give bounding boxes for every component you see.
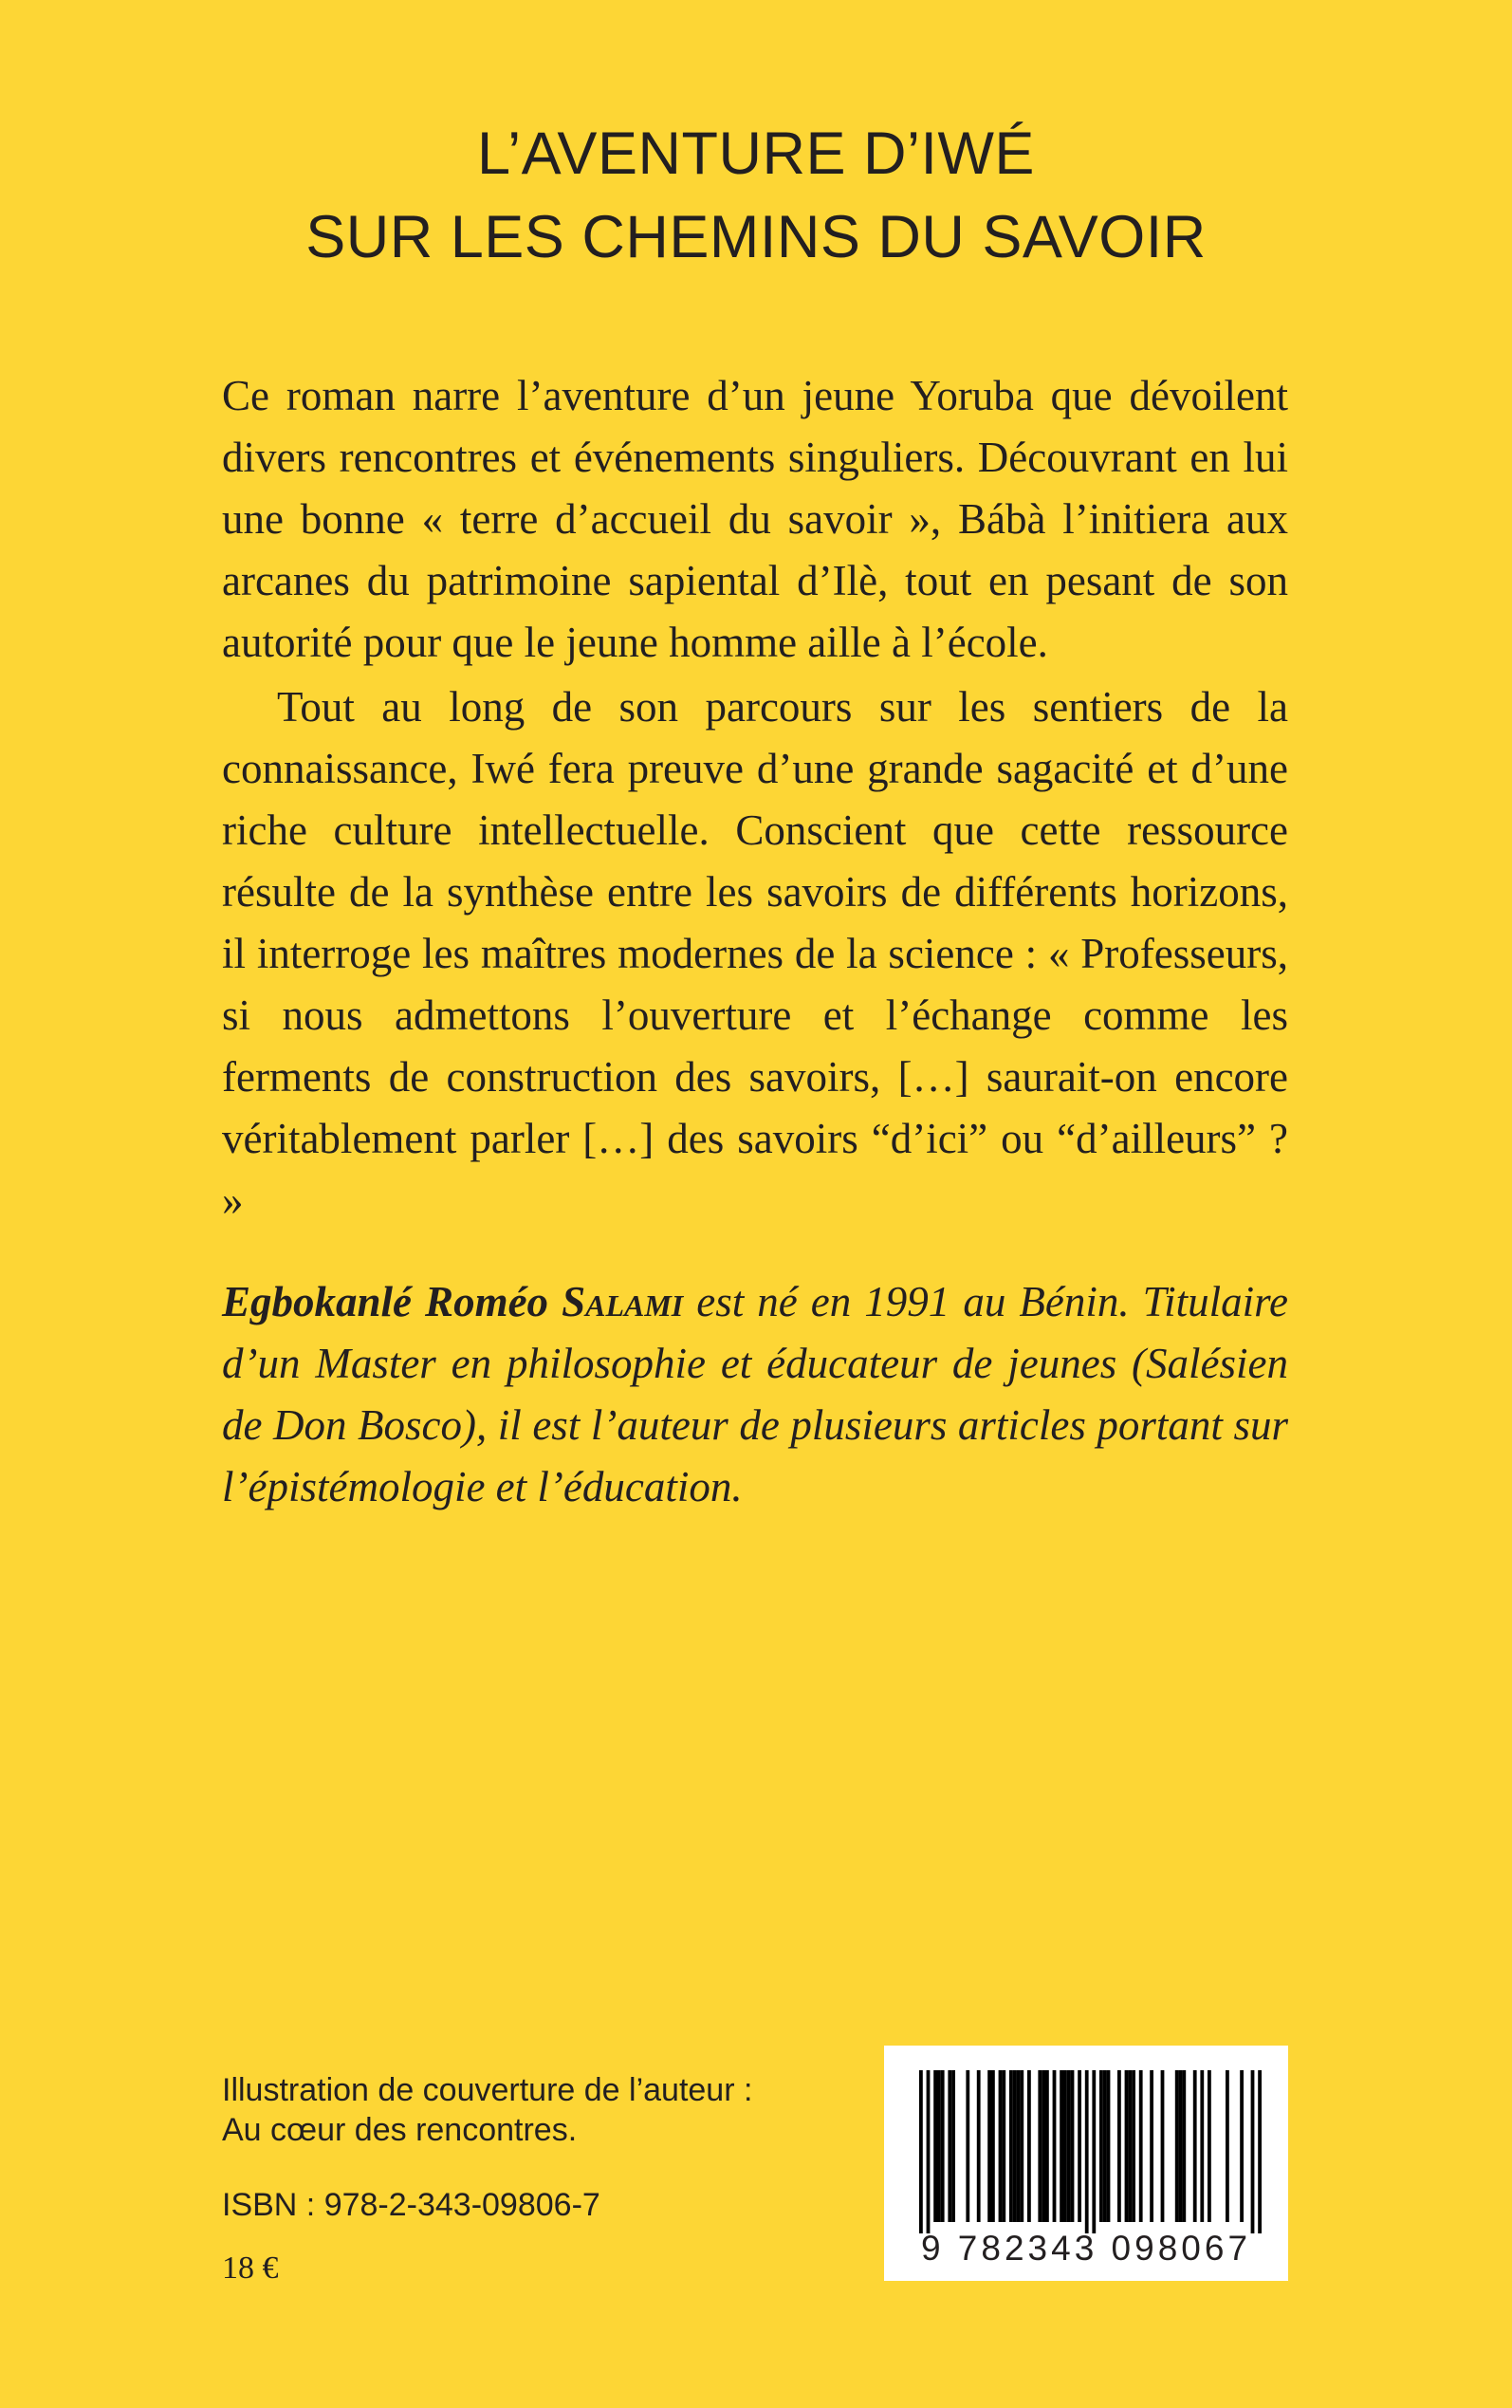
barcode-bar [1117,2070,1121,2222]
synopsis [222,365,1288,1232]
barcode-bar [1240,2070,1244,2222]
barcode-bar [1060,2070,1063,2222]
synopsis-paragraph-2: Tout au long de son parcours sur les sentiers de la connaissance, Iwé fera preuve d’une grande sagacité et d’une riche culture intellectuelle. Conscient que cette ressource résulte de la synthèse entre les savoirs de différents horizons, il interroge les maîtres modernes de la science : « Professeurs, si nous admettons l’ouverture et l’échange comme les ferments de construction des savoirs, […] saurait-on encore véritablement parler […] des savoirs “d’ici” ou “d’ailleurs” ? » [222,683,1288,1224]
barcode-bar [1175,2070,1179,2222]
barcode-bar [977,2070,981,2222]
barcode-bar [966,2070,969,2222]
author-given-name: Egbokanlé Roméo [222,1278,549,1325]
barcode [884,2046,1288,2281]
barcode-bar [1251,2070,1255,2233]
barcode-bar [1017,2070,1021,2222]
barcode-bar [1193,2070,1197,2222]
barcode-bar [991,2070,995,2222]
barcode-bar [1020,2070,1023,2222]
barcode-bar [1092,2070,1096,2233]
barcode-bar [1067,2070,1071,2222]
barcode-bar [1071,2070,1075,2222]
credits-line-1: Illustration de couverture de l’auteur : [222,2072,753,2108]
barcode-bar [1027,2070,1031,2222]
barcode-bar [1150,2070,1153,2222]
barcode-bar [1045,2070,1049,2222]
author-family-name: Salami [562,1278,684,1325]
barcode-bar [1258,2070,1262,2233]
author-bio [222,1271,1288,1518]
price: 18 € [222,2251,279,2286]
credits-line-2: Au cœur des rencontres. [222,2112,578,2148]
barcode-bar [1078,2070,1081,2222]
barcode-bar [1099,2070,1103,2222]
title-line-1: L’AVENTURE D’IWÉ [477,120,1035,187]
barcode-bar [1132,2070,1135,2222]
barcode-bar [1013,2070,1017,2222]
barcode-digits: 9 782343 098067 [920,2229,1252,2268]
barcode-bar [1208,2070,1211,2222]
synopsis-paragraph-1: Ce roman narre l’aventure d’un jeune Yoruba que dévoilent divers rencontres et événements singuliers. Découvrant en lui une bonne « terre d’accueil du savoir », Bábà l’initiera aux arcanes du patrimoine sapiental d’Ilè, tout en pesant de son autorité pour que le jeune homme aille à l’école. [222,372,1288,666]
barcode-bar [1002,2070,1005,2222]
barcode-bar [999,2070,1003,2222]
barcode-bar [1053,2070,1057,2222]
barcode-bar [933,2070,937,2222]
barcode-bar [919,2070,923,2233]
barcode-bar [937,2070,941,2222]
barcode-bar [1200,2070,1204,2222]
barcode-bar [1161,2070,1165,2222]
author-bio-text: est né en 1991 au Bénin. Titulaire d’un Master en philosophie et éducateur de jeunes (Salésien de Don Bosco), il est l’auteur de plusieurs articles portant sur l’épistémologie et l’éducation. [222,1278,1288,1510]
barcode-bar [951,2070,955,2222]
barcode-bar [941,2070,945,2222]
barcode-bar [1085,2070,1089,2233]
barcode-bar [927,2070,931,2233]
barcode-bar [1038,2070,1042,2222]
cover-credits [222,2070,752,2150]
barcode-bar [1103,2070,1107,2222]
barcode-bar [1182,2070,1186,2222]
barcode-bar [1139,2070,1143,2222]
barcode-bar [1179,2070,1183,2222]
barcode-bar [1125,2070,1129,2222]
barcode-bar [948,2070,951,2222]
title-line-2: SUR LES CHEMINS DU SAVOIR [305,204,1207,270]
barcode-bar [1128,2070,1132,2222]
barcode-bar [1063,2070,1067,2222]
barcode-bar [1009,2070,1013,2222]
barcode-bar [1042,2070,1045,2222]
barcode-bar [1107,2070,1111,2222]
isbn: ISBN : 978-2-343-09806-7 [222,2187,600,2223]
barcode-bar [1226,2070,1229,2222]
book-title [0,112,1512,279]
barcode-bar [987,2070,991,2222]
